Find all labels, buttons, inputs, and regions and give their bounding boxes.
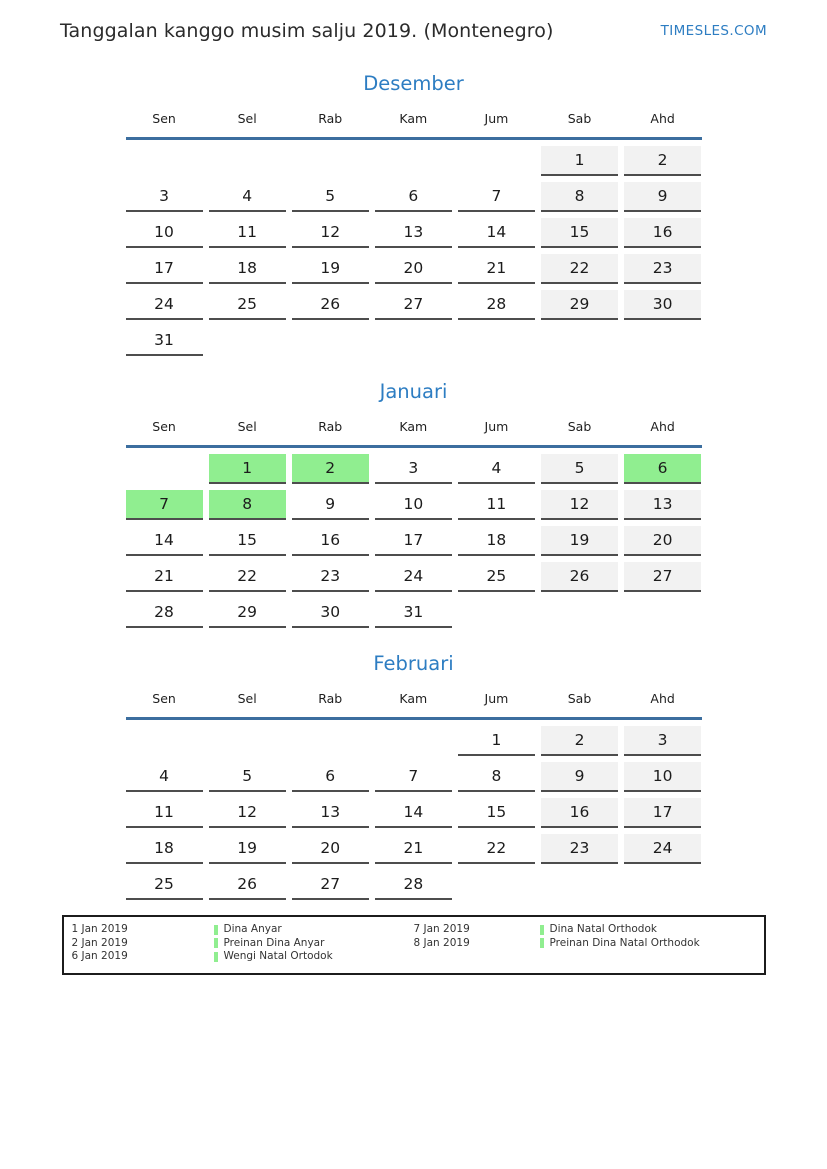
week-row <box>126 454 702 484</box>
day-cell: 13 <box>292 798 369 828</box>
day-cell: 19 <box>541 526 618 556</box>
empty-cell <box>624 598 701 628</box>
empty-cell <box>292 726 369 756</box>
week-row <box>126 526 702 556</box>
day-cell: 25 <box>209 290 286 320</box>
day-cell: 6 <box>375 182 452 212</box>
empty-cell <box>126 146 203 176</box>
empty-cell <box>126 454 203 484</box>
day-cell: 12 <box>541 490 618 520</box>
day-cell: 29 <box>541 290 618 320</box>
day-cell: 15 <box>541 218 618 248</box>
weekday-label: Sen <box>152 691 176 706</box>
empty-cell <box>209 326 286 356</box>
day-cell: 2 <box>624 146 701 176</box>
day-cell: 30 <box>292 598 369 628</box>
week-row <box>126 290 702 320</box>
day-cell: 30 <box>624 290 701 320</box>
weekday-label: Kam <box>399 691 428 706</box>
day-cell: 21 <box>126 562 203 592</box>
weekday-label: Rab <box>318 111 343 126</box>
empty-cell <box>624 326 701 356</box>
empty-cell <box>541 326 618 356</box>
empty-cell <box>375 146 452 176</box>
day-cell: 2 <box>541 726 618 756</box>
empty-cell <box>126 726 203 756</box>
month-title: Desember <box>363 72 464 95</box>
empty-cell <box>541 598 618 628</box>
legend-entry <box>72 923 414 937</box>
legend-date: 1 Jan 2019 <box>71 923 128 935</box>
day-cell: 10 <box>126 218 203 248</box>
day-cell: 19 <box>209 834 286 864</box>
month-section <box>126 380 702 628</box>
day-cell: 3 <box>375 454 452 484</box>
weekday-label: Sab <box>567 691 592 706</box>
legend-column <box>72 923 414 964</box>
day-cell: 6 <box>624 454 701 484</box>
legend-holiday-name: Wengi Natal Ortodok <box>223 950 333 962</box>
day-cell: 13 <box>624 490 701 520</box>
legend-holiday-name: Preinan Dina Anyar <box>223 936 325 949</box>
week-row <box>126 182 702 212</box>
day-cell: 17 <box>126 254 203 284</box>
day-cell: 14 <box>375 798 452 828</box>
empty-cell <box>458 598 535 628</box>
legend-holiday-name: Dina Natal Orthodok <box>549 923 657 935</box>
legend-column <box>414 923 756 964</box>
day-cell: 1 <box>209 454 286 484</box>
empty-cell <box>209 726 286 756</box>
month-grid <box>126 454 702 628</box>
week-row <box>126 870 702 900</box>
empty-cell <box>458 326 535 356</box>
day-cell: 7 <box>126 490 203 520</box>
weekday-label: Ahd <box>650 419 675 434</box>
day-cell: 20 <box>292 834 369 864</box>
holiday-marker-icon <box>214 938 218 948</box>
day-cell: 11 <box>126 798 203 828</box>
week-row <box>126 146 702 176</box>
weekday-label: Kam <box>399 111 428 126</box>
day-cell: 22 <box>458 834 535 864</box>
day-cell: 25 <box>126 870 203 900</box>
day-cell: 18 <box>209 254 286 284</box>
weekday-label: Sen <box>152 111 176 126</box>
legend-entry <box>72 950 414 964</box>
month-title: Februari <box>373 652 454 675</box>
month-section <box>126 72 702 356</box>
day-cell: 1 <box>541 146 618 176</box>
day-cell: 17 <box>624 798 701 828</box>
week-row <box>126 762 702 792</box>
legend-entry <box>414 923 756 937</box>
legend-date: 8 Jan 2019 <box>413 936 470 949</box>
weekday-divider-line <box>126 137 702 140</box>
day-cell: 24 <box>624 834 701 864</box>
day-cell: 23 <box>624 254 701 284</box>
week-row <box>126 726 702 756</box>
empty-cell <box>624 870 701 900</box>
weekday-label: Jum <box>484 691 509 706</box>
day-cell: 10 <box>624 762 701 792</box>
day-cell: 28 <box>375 870 452 900</box>
day-cell: 5 <box>209 762 286 792</box>
day-cell: 21 <box>375 834 452 864</box>
day-cell: 9 <box>292 490 369 520</box>
day-cell: 28 <box>458 290 535 320</box>
day-cell: 15 <box>458 798 535 828</box>
day-cell: 31 <box>375 598 452 628</box>
weekday-label: Rab <box>318 691 343 706</box>
month-grid <box>126 726 702 900</box>
day-cell: 28 <box>126 598 203 628</box>
day-cell: 14 <box>458 218 535 248</box>
day-cell: 21 <box>458 254 535 284</box>
day-cell: 12 <box>292 218 369 248</box>
day-cell: 20 <box>375 254 452 284</box>
month-title: Januari <box>379 380 448 403</box>
day-cell: 25 <box>458 562 535 592</box>
day-cell: 7 <box>458 182 535 212</box>
week-row <box>126 490 702 520</box>
day-cell: 3 <box>624 726 701 756</box>
weekday-label: Sab <box>567 111 592 126</box>
holiday-marker-icon <box>540 938 544 948</box>
day-cell: 8 <box>458 762 535 792</box>
day-cell: 12 <box>209 798 286 828</box>
day-cell: 26 <box>209 870 286 900</box>
legend-date: 7 Jan 2019 <box>413 923 470 935</box>
day-cell: 16 <box>624 218 701 248</box>
weekday-label: Jum <box>484 419 509 434</box>
day-cell: 3 <box>126 182 203 212</box>
holiday-legend <box>62 915 766 975</box>
empty-cell <box>292 326 369 356</box>
page-header <box>0 0 827 45</box>
day-cell: 5 <box>541 454 618 484</box>
day-cell: 4 <box>458 454 535 484</box>
day-cell: 4 <box>126 762 203 792</box>
legend-date: 2 Jan 2019 <box>71 936 128 949</box>
weekday-row <box>126 417 702 437</box>
day-cell: 17 <box>375 526 452 556</box>
week-row <box>126 218 702 248</box>
week-row <box>126 834 702 864</box>
day-cell: 27 <box>375 290 452 320</box>
weekday-label: Jum <box>484 111 509 126</box>
day-cell: 6 <box>292 762 369 792</box>
weekday-row <box>126 109 702 129</box>
day-cell: 10 <box>375 490 452 520</box>
legend-date: 6 Jan 2019 <box>71 950 128 962</box>
legend-holiday-name: Preinan Dina Natal Orthodok <box>549 936 700 949</box>
day-cell: 19 <box>292 254 369 284</box>
empty-cell <box>458 870 535 900</box>
weekday-label: Sel <box>237 691 257 706</box>
day-cell: 11 <box>458 490 535 520</box>
day-cell: 24 <box>126 290 203 320</box>
day-cell: 23 <box>292 562 369 592</box>
day-cell: 7 <box>375 762 452 792</box>
holiday-marker-icon <box>214 952 218 962</box>
day-cell: 20 <box>624 526 701 556</box>
day-cell: 22 <box>541 254 618 284</box>
day-cell: 22 <box>209 562 286 592</box>
legend-entry <box>414 937 756 951</box>
week-row <box>126 562 702 592</box>
legend-entry <box>72 937 414 951</box>
day-cell: 18 <box>126 834 203 864</box>
weekday-label: Ahd <box>650 691 675 706</box>
empty-cell <box>541 870 618 900</box>
empty-cell <box>375 326 452 356</box>
week-row <box>126 598 702 628</box>
week-row <box>126 254 702 284</box>
day-cell: 8 <box>541 182 618 212</box>
day-cell: 26 <box>541 562 618 592</box>
day-cell: 9 <box>541 762 618 792</box>
day-cell: 26 <box>292 290 369 320</box>
day-cell: 23 <box>541 834 618 864</box>
months <box>0 72 827 900</box>
day-cell: 24 <box>375 562 452 592</box>
day-cell: 13 <box>375 218 452 248</box>
week-row <box>126 798 702 828</box>
weekday-row <box>126 689 702 709</box>
day-cell: 18 <box>458 526 535 556</box>
page-title: Tanggalan kanggo musim salju 2019. (Montenegro) <box>60 20 554 42</box>
day-cell: 16 <box>292 526 369 556</box>
day-cell: 27 <box>292 870 369 900</box>
legend-holiday-name: Dina Anyar <box>223 923 282 935</box>
weekday-label: Rab <box>318 419 343 434</box>
day-cell: 27 <box>624 562 701 592</box>
month-section <box>126 652 702 900</box>
weekday-label: Sel <box>237 111 257 126</box>
day-cell: 29 <box>209 598 286 628</box>
holiday-marker-icon <box>540 925 544 935</box>
day-cell: 2 <box>292 454 369 484</box>
weekday-label: Kam <box>399 419 428 434</box>
weekday-divider-line <box>126 445 702 448</box>
day-cell: 1 <box>458 726 535 756</box>
day-cell: 4 <box>209 182 286 212</box>
weekday-label: Sab <box>567 419 592 434</box>
empty-cell <box>209 146 286 176</box>
month-grid <box>126 146 702 356</box>
weekday-label: Sel <box>237 419 257 434</box>
empty-cell <box>458 146 535 176</box>
holiday-marker-icon <box>214 925 218 935</box>
weekday-label: Ahd <box>650 111 675 126</box>
day-cell: 8 <box>209 490 286 520</box>
day-cell: 9 <box>624 182 701 212</box>
day-cell: 31 <box>126 326 203 356</box>
day-cell: 5 <box>292 182 369 212</box>
day-cell: 16 <box>541 798 618 828</box>
day-cell: 11 <box>209 218 286 248</box>
weekday-label: Sen <box>152 419 176 434</box>
week-row <box>126 326 702 356</box>
day-cell: 14 <box>126 526 203 556</box>
day-cell: 15 <box>209 526 286 556</box>
empty-cell <box>375 726 452 756</box>
empty-cell <box>292 146 369 176</box>
weekday-divider-line <box>126 717 702 720</box>
site-link[interactable]: TIMESLES.COM <box>660 23 767 39</box>
